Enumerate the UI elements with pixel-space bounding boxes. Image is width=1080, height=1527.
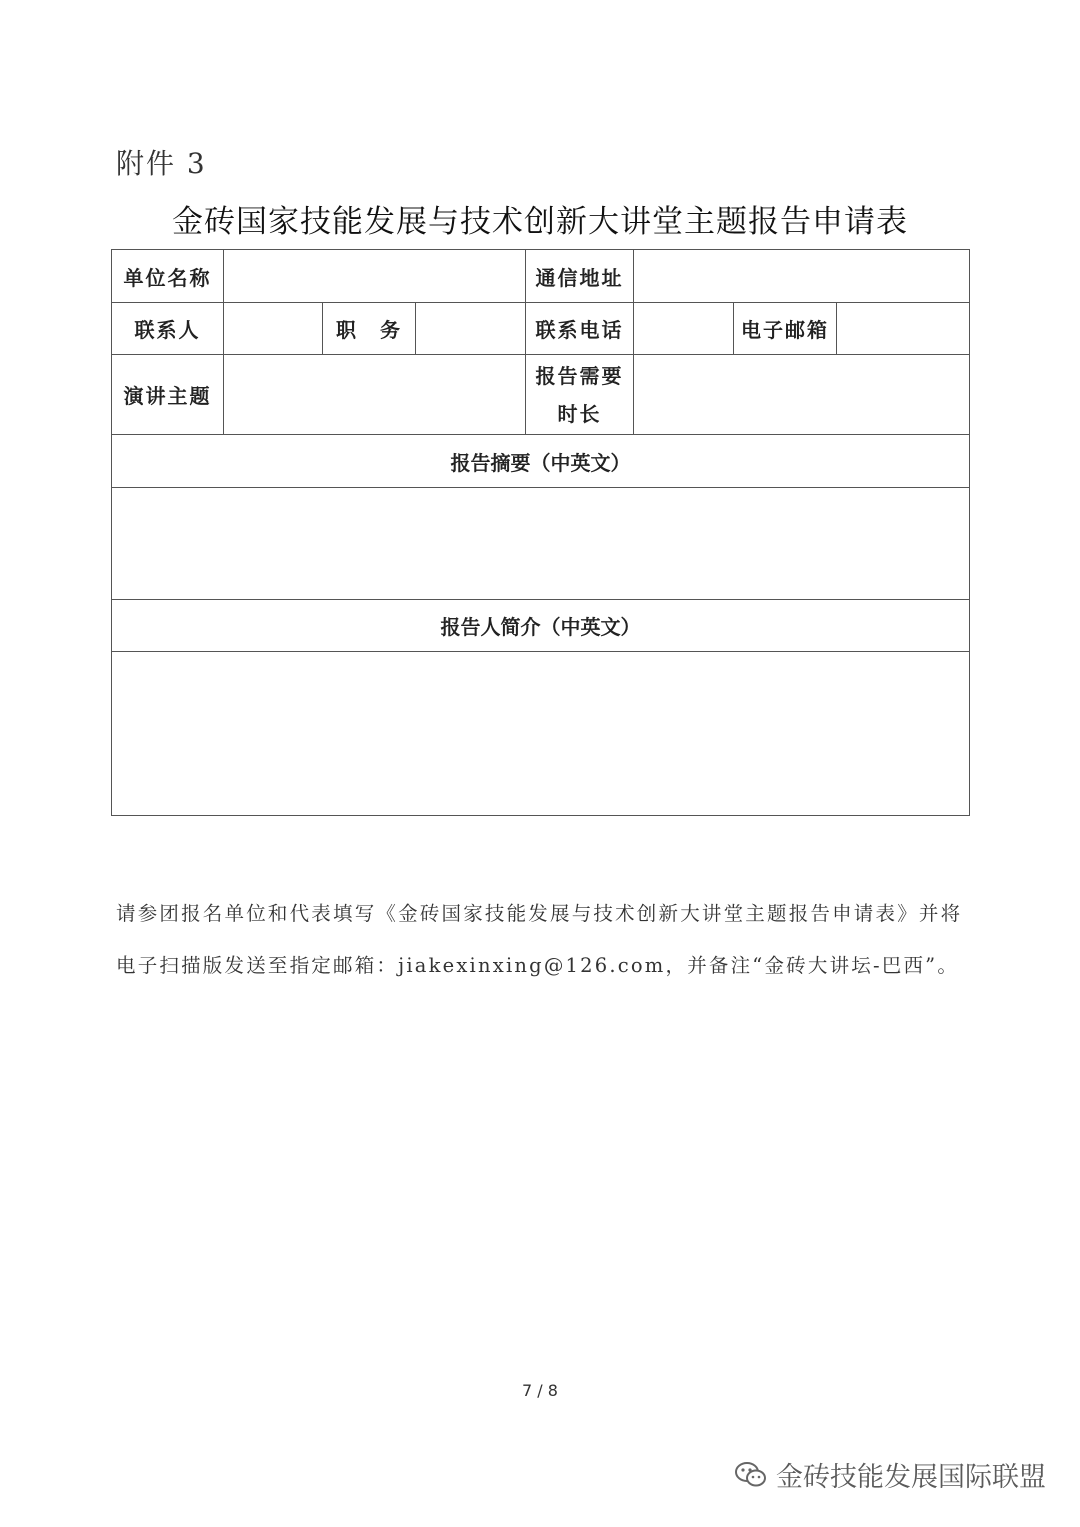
position-field[interactable]: [416, 303, 526, 355]
label-topic: 演讲主题: [112, 355, 224, 435]
email-field[interactable]: [837, 303, 970, 355]
bio-field[interactable]: [112, 652, 970, 816]
application-form-table: [111, 249, 970, 816]
section-bio-header: 报告人简介（中英文）: [112, 600, 970, 652]
address-field[interactable]: [634, 250, 970, 303]
label-phone: 联系电话: [526, 303, 634, 355]
table-row: [112, 652, 970, 816]
instruction-line-2: 电子扫描版发送至指定邮箱：jiakexinxing@126.com，并备注“金砖大讲坛-巴西”。: [116, 954, 960, 977]
form-title: 金砖国家技能发展与技术创新大讲堂主题报告申请表: [172, 204, 908, 240]
unit-name-field[interactable]: [224, 250, 526, 303]
table-row: [112, 250, 970, 303]
instruction-line-1: 请参团报名单位和代表填写《金砖国家技能发展与技术创新大讲堂主题报告申请表》并将: [116, 902, 963, 925]
label-position: 职 务: [323, 303, 416, 355]
table-row: [112, 488, 970, 600]
label-duration-line2: 时长: [557, 401, 602, 426]
label-duration: [526, 355, 634, 435]
duration-field[interactable]: [634, 355, 970, 435]
topic-field[interactable]: [224, 355, 526, 435]
table-row: [112, 600, 970, 652]
section-abstract-header: 报告摘要（中英文）: [112, 435, 970, 488]
label-contact: 联系人: [112, 303, 224, 355]
page-number: 7 / 8: [522, 1381, 558, 1400]
table-row: [112, 355, 970, 435]
attachment-label: 附件 3: [116, 147, 207, 180]
contact-field[interactable]: [224, 303, 323, 355]
label-email: 电子邮箱: [734, 303, 837, 355]
phone-field[interactable]: [634, 303, 734, 355]
wechat-icon: [734, 1460, 768, 1490]
watermark: [734, 1455, 1046, 1494]
label-address: 通信地址: [526, 250, 634, 303]
watermark-text: 金砖技能发展国际联盟: [776, 1462, 1046, 1493]
label-duration-line1: 报告需要: [535, 363, 624, 388]
abstract-field[interactable]: [112, 488, 970, 600]
table-row: [112, 435, 970, 488]
label-unit-name: 单位名称: [112, 250, 224, 303]
table-row: [112, 303, 970, 355]
